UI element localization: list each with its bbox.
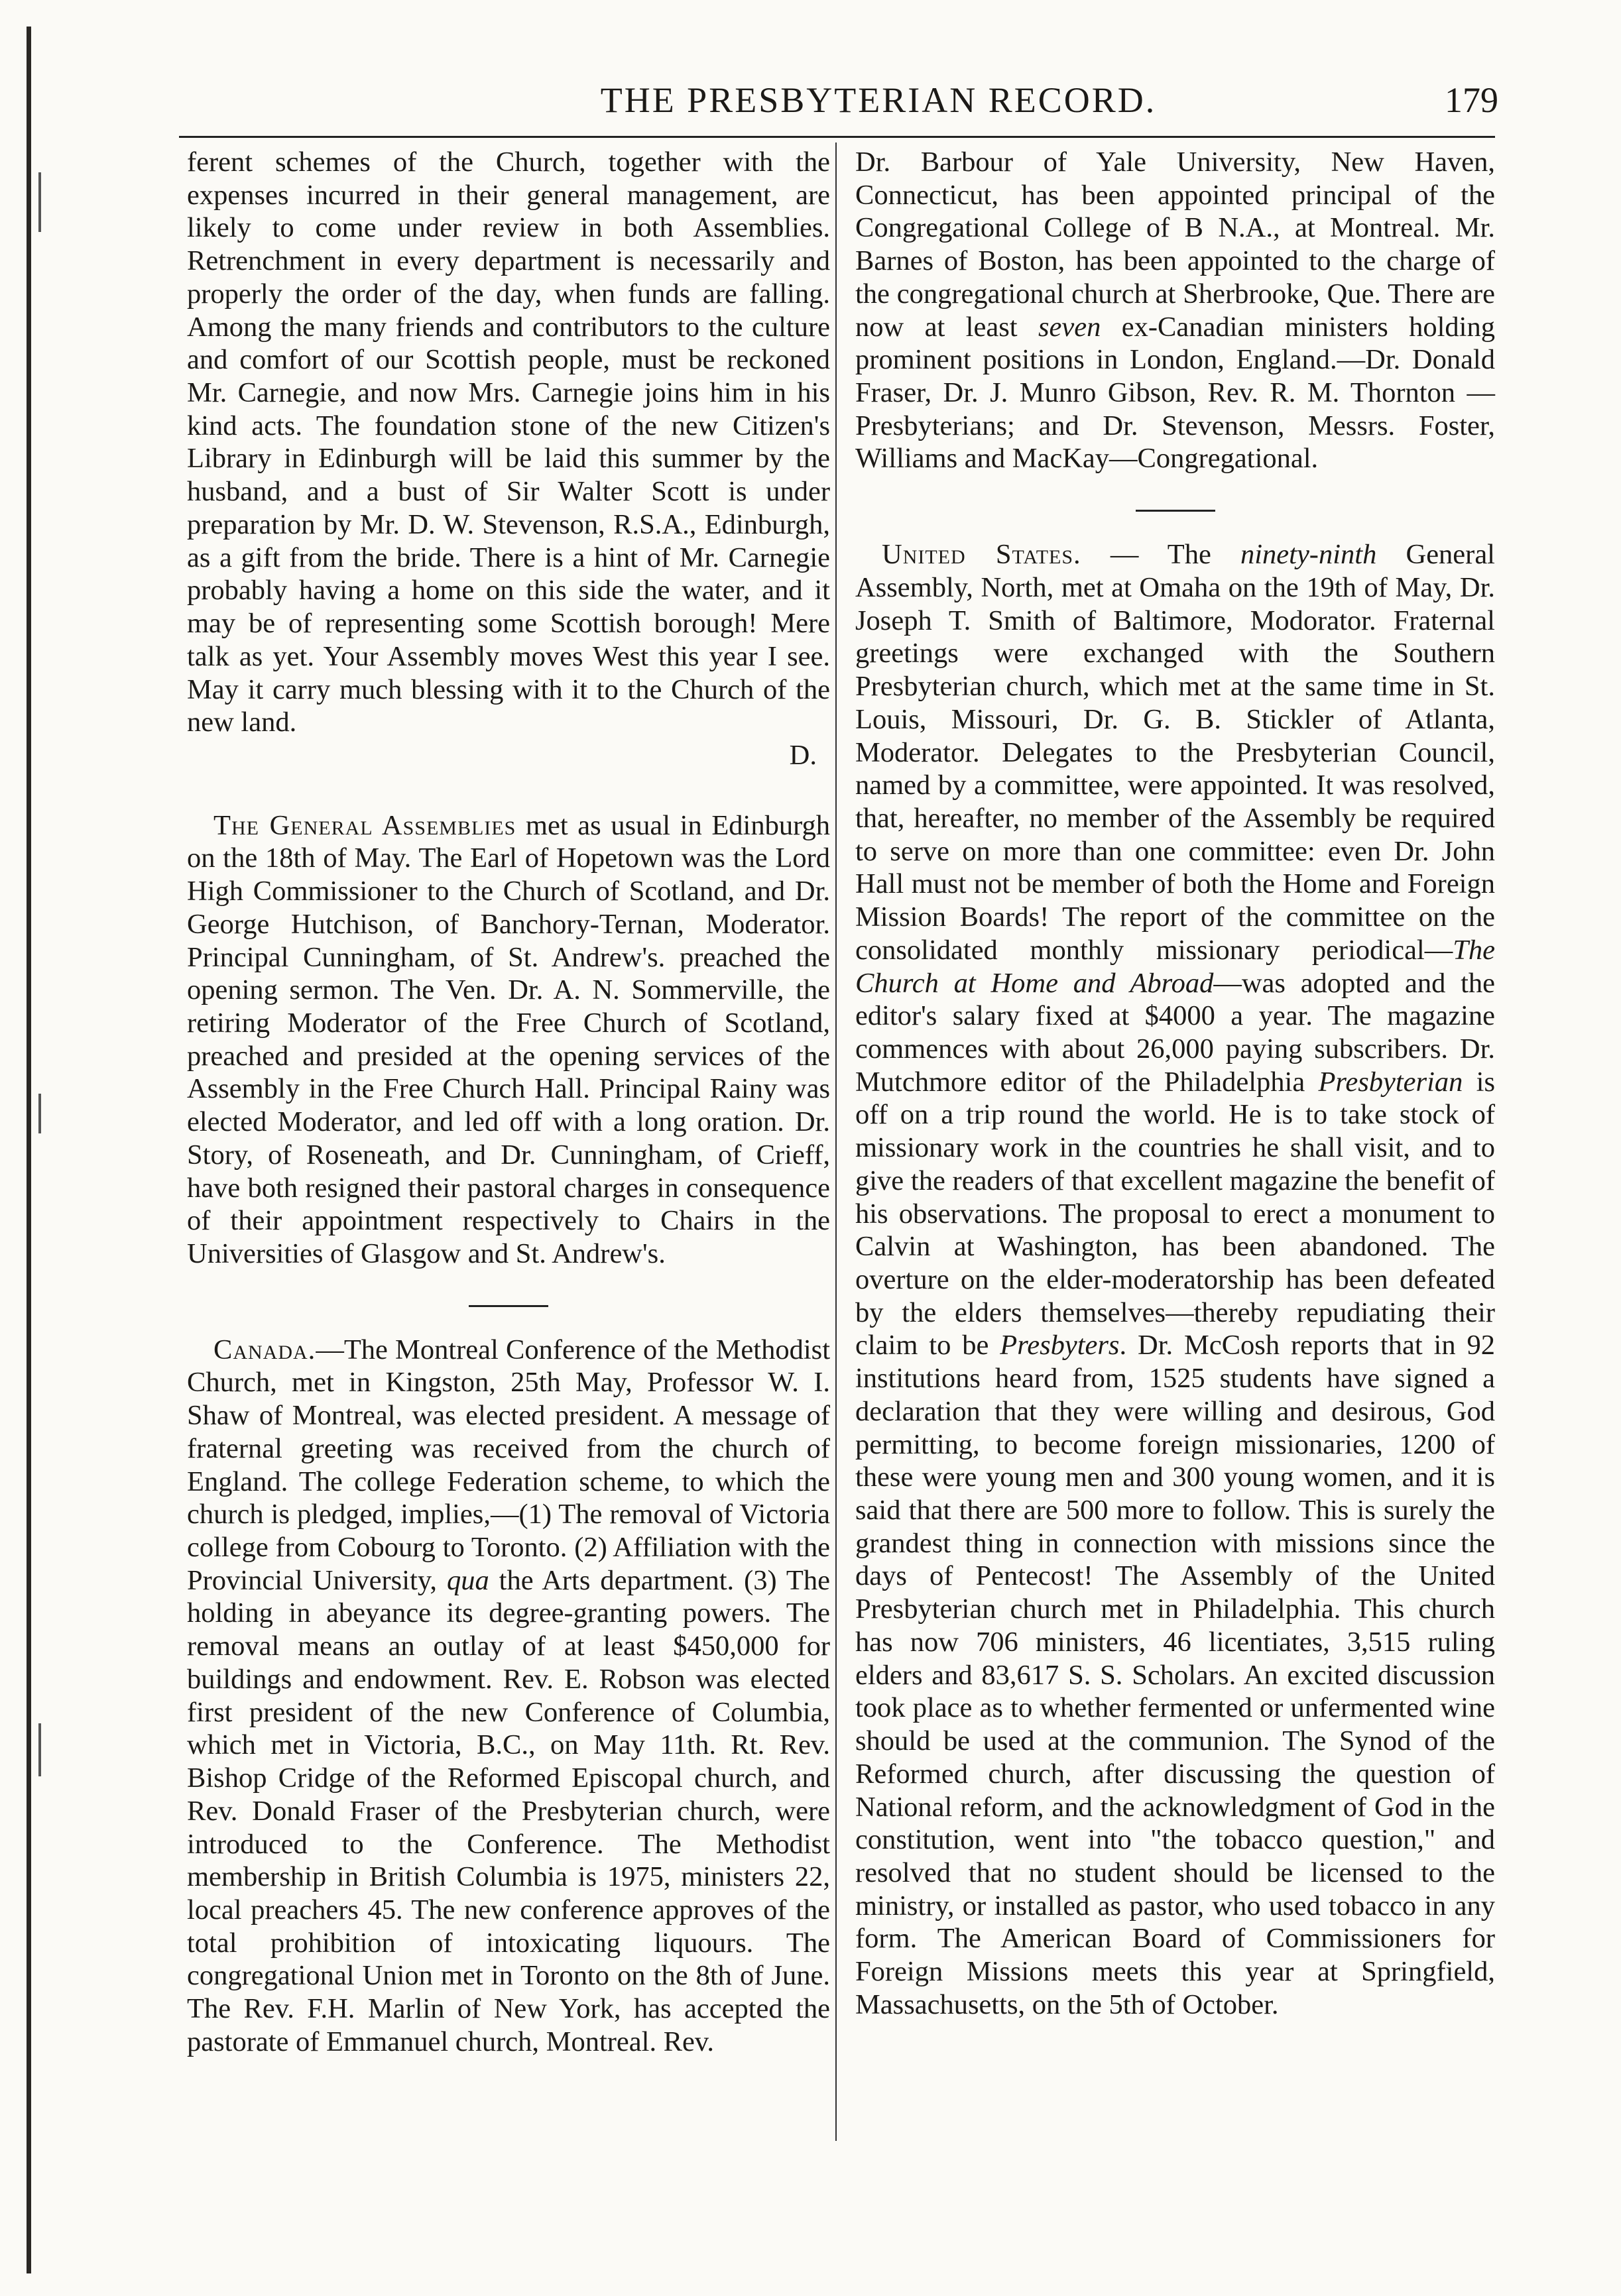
paragraph-text: —was adopted and the editor's salary fixed at $4000 a year. The magazine commences with about 26,000 paying subscribers. Dr. Mutchmore editor of the Philadelphia <box>855 967 1495 1098</box>
paragraph-text: met as usual in Edinburgh on the 18th of May. The Earl of Hopetown was the Lord High Commissioner to the Church of Scotland, and Dr. George Hutchison, of Banchory-Ternan, Moderator. Principal Cunningham, of St. Andrew's. preached the opening sermon. The Ven. Dr. A. N. Sommerville, the retiring Moderator of the Free Church of Scotland, preached and presided at the opening services of the Assembly in the Free Church Hall. Principal Rainy was elected Moderator, and led off with a long oration. Dr. Story, of Roseneath, and Dr. Cunningham, of Crieff, have both resigned their pastoral charges in consequence of their appointment respectively to Chairs in the Universities of Glasgow and St. Andrew's. <box>187 809 831 1269</box>
paragraph-text: General Assembly, North, met at Omaha on the 19th of May, Dr. Joseph T. Smith of Baltimore, Modorator. Fraternal greetings were exchanged with the Southern Presbyterian church, which met at the same time in St. Louis, Missouri, Dr. G. B. Stickler of Atlanta, Moderator. Delegates to the Presbyterian Council, named by a committee, were appointed. It was resolved, that, hereafter, no member of the Assembly be required to serve on more than one committee: even Dr. John Hall must not be member of both the Home and Foreign Mission Boards! The report of the committee on the consolidated monthly missionary periodical— <box>855 539 1495 966</box>
paragraph-text: is off on a trip round the world. He is to take stock of missionary work in the countries he shall visit, and to give the readers of that excellent magazine the benefit of his observations. The proposal to erect a monument to Calvin at Washington, has been abandoned. The overture on the elder-moderatorship has been defeated by the elders themselves—thereby repudiating their claim to be <box>855 1066 1495 1361</box>
periodical-title: The Church at Home and Abroad <box>855 934 1495 999</box>
section-heading: Canada. <box>213 1334 316 1365</box>
letter-signature: D. <box>789 739 817 771</box>
italic-text: seven <box>1038 311 1101 343</box>
italic-text: Presbyterian <box>1318 1066 1463 1098</box>
paragraph-text: the Arts department. (3) The holding in abeyance its degree-granting powers. The removal means an outlay of at least $450,000 for buildings and endowment. Rev. E. Robson was elected first president of the new Conference of Columbia, which met in Victoria, B.C., on May 11th. Rt. Rev. Bishop Cridge of the Reformed Episcopal church, and Rev. Donald Fraser of the Presbyterian church, were introduced to the Conference. The Methodist membership in British Columbia is 1975, ministers 22, local preachers 45. The new conference approves of the total prohibition of intoxicating liquours. The congregational Union met in Toronto on the 8th of June. The Rev. F.H. Marlin of New York, has accepted the pastorate of Emmanuel church, Montreal. Rev. <box>187 1564 830 2057</box>
paragraph-text: ex-Canadian ministers holding prominent positions in London, England.—Dr. Donald Fraser, Dr. J. Munro Gibson, Rev. R. M. Thornton — Presbyterians; and Dr. Stevenson, Messrs. Foster, Williams and MacKay—Congregational. <box>855 311 1495 475</box>
paragraph-text: —The Montreal Conference of the Methodist Church, met in Kingston, 25th May, Professor W. I. Shaw of Montreal, was elected president. A message of fraternal greeting was received from the church of England. The college Federation scheme, to which the church is pledged, implies,—(1) The removal of Victoria college from Cobourg to Toronto. (2) Affiliation with the Provincial University, <box>187 1334 830 1596</box>
paragraph-text: . Dr. McCosh reports that in 92 institutions heard from, 1525 students have signed a declaration that they were willing and desirous, God permitting, to become foreign missionaries, 1200 of these were young men and 300 young women, and it is said that there are 500 more to follow. This is surely the grandest thing in connection with missions since the days of Pentecost! The Assembly of the United Presbyterian church met in Philadelphia. This church has now 706 ministers, 46 licentiates, 3,515 ruling elders and 83,617 S. S. Scholars. An excited discussion took place as to whether fermented or unfermented wine should be used at the communion. The Synod of the Reformed church, after discussing the question of National reform, and the acknowledgment of God in the constitution, went into "the tobacco question," and resolved that no student should be licensed to the ministry, or installed as pastor, who used tobacco in any form. The American Board of Commissioners for Foreign Missions meets this year at Springfield, Massachusetts, on the 5th of October. <box>855 1330 1495 2020</box>
united-states-paragraph <box>855 538 1495 2021</box>
binding-mark <box>38 172 41 232</box>
letter-continuation: ferent schemes of the Church, together with the expenses incurred in their general management, are likely to come under review in both Assemblies. Retrenchment in every department is necessarily and properly the order of the day, when funds are falling. Among the many friends and contributors to the culture and comfort of our Scottish people, must be reckoned Mr. Carnegie, and now Mrs. Carnegie joins him in his kind acts. The foundation stone of the new Citizen's Library in Edinburgh will be laid this summer by the husband, and a bust of Sir Walter Scott is under preparation by Mr. D. W. Stevenson, R.S.A., Edinburgh, as a gift from the bride. There is a hint of Mr. Carnegie probably having a home on this side the water, and it may be of representing some Scottish borough! Mere talk as yet. Your Assembly moves West this year I see. May it carry much blessing with it to the Church of the new land. <box>187 146 830 738</box>
section-heading: The General Assemblies <box>213 809 516 841</box>
italic-text: ninety-ninth <box>1240 539 1377 571</box>
binding-edge <box>27 27 31 2273</box>
congregational-paragraph <box>855 146 1495 475</box>
canada-paragraph <box>187 1334 830 2059</box>
italic-text: qua <box>446 1564 489 1596</box>
running-head <box>172 80 1498 121</box>
binding-mark <box>38 1094 41 1133</box>
general-assemblies-paragraph <box>187 809 830 1271</box>
binding-mark <box>38 1723 41 1776</box>
header-rule <box>179 136 1495 138</box>
paragraph-text: — The <box>1081 539 1240 571</box>
section-separator <box>1136 510 1215 512</box>
running-title: THE PRESBYTERIAN RECORD. <box>600 80 1157 120</box>
left-column <box>187 146 830 2059</box>
right-column <box>855 146 1495 2022</box>
column-divider <box>835 143 837 2141</box>
italic-text: Presbyters <box>1000 1330 1120 1361</box>
section-separator <box>469 1305 548 1307</box>
section-heading: United States. <box>882 539 1081 571</box>
page-number: 179 <box>1445 80 1498 120</box>
paragraph-text: Dr. Barbour of Yale University, New Haven, Connecticut, has been appointed principal of the Congregational College of B N.A., at Montreal. Mr. Barnes of Boston, has been appointed to the charge of the congregational church at Sherbrooke, Que. There are now at least <box>855 146 1495 343</box>
